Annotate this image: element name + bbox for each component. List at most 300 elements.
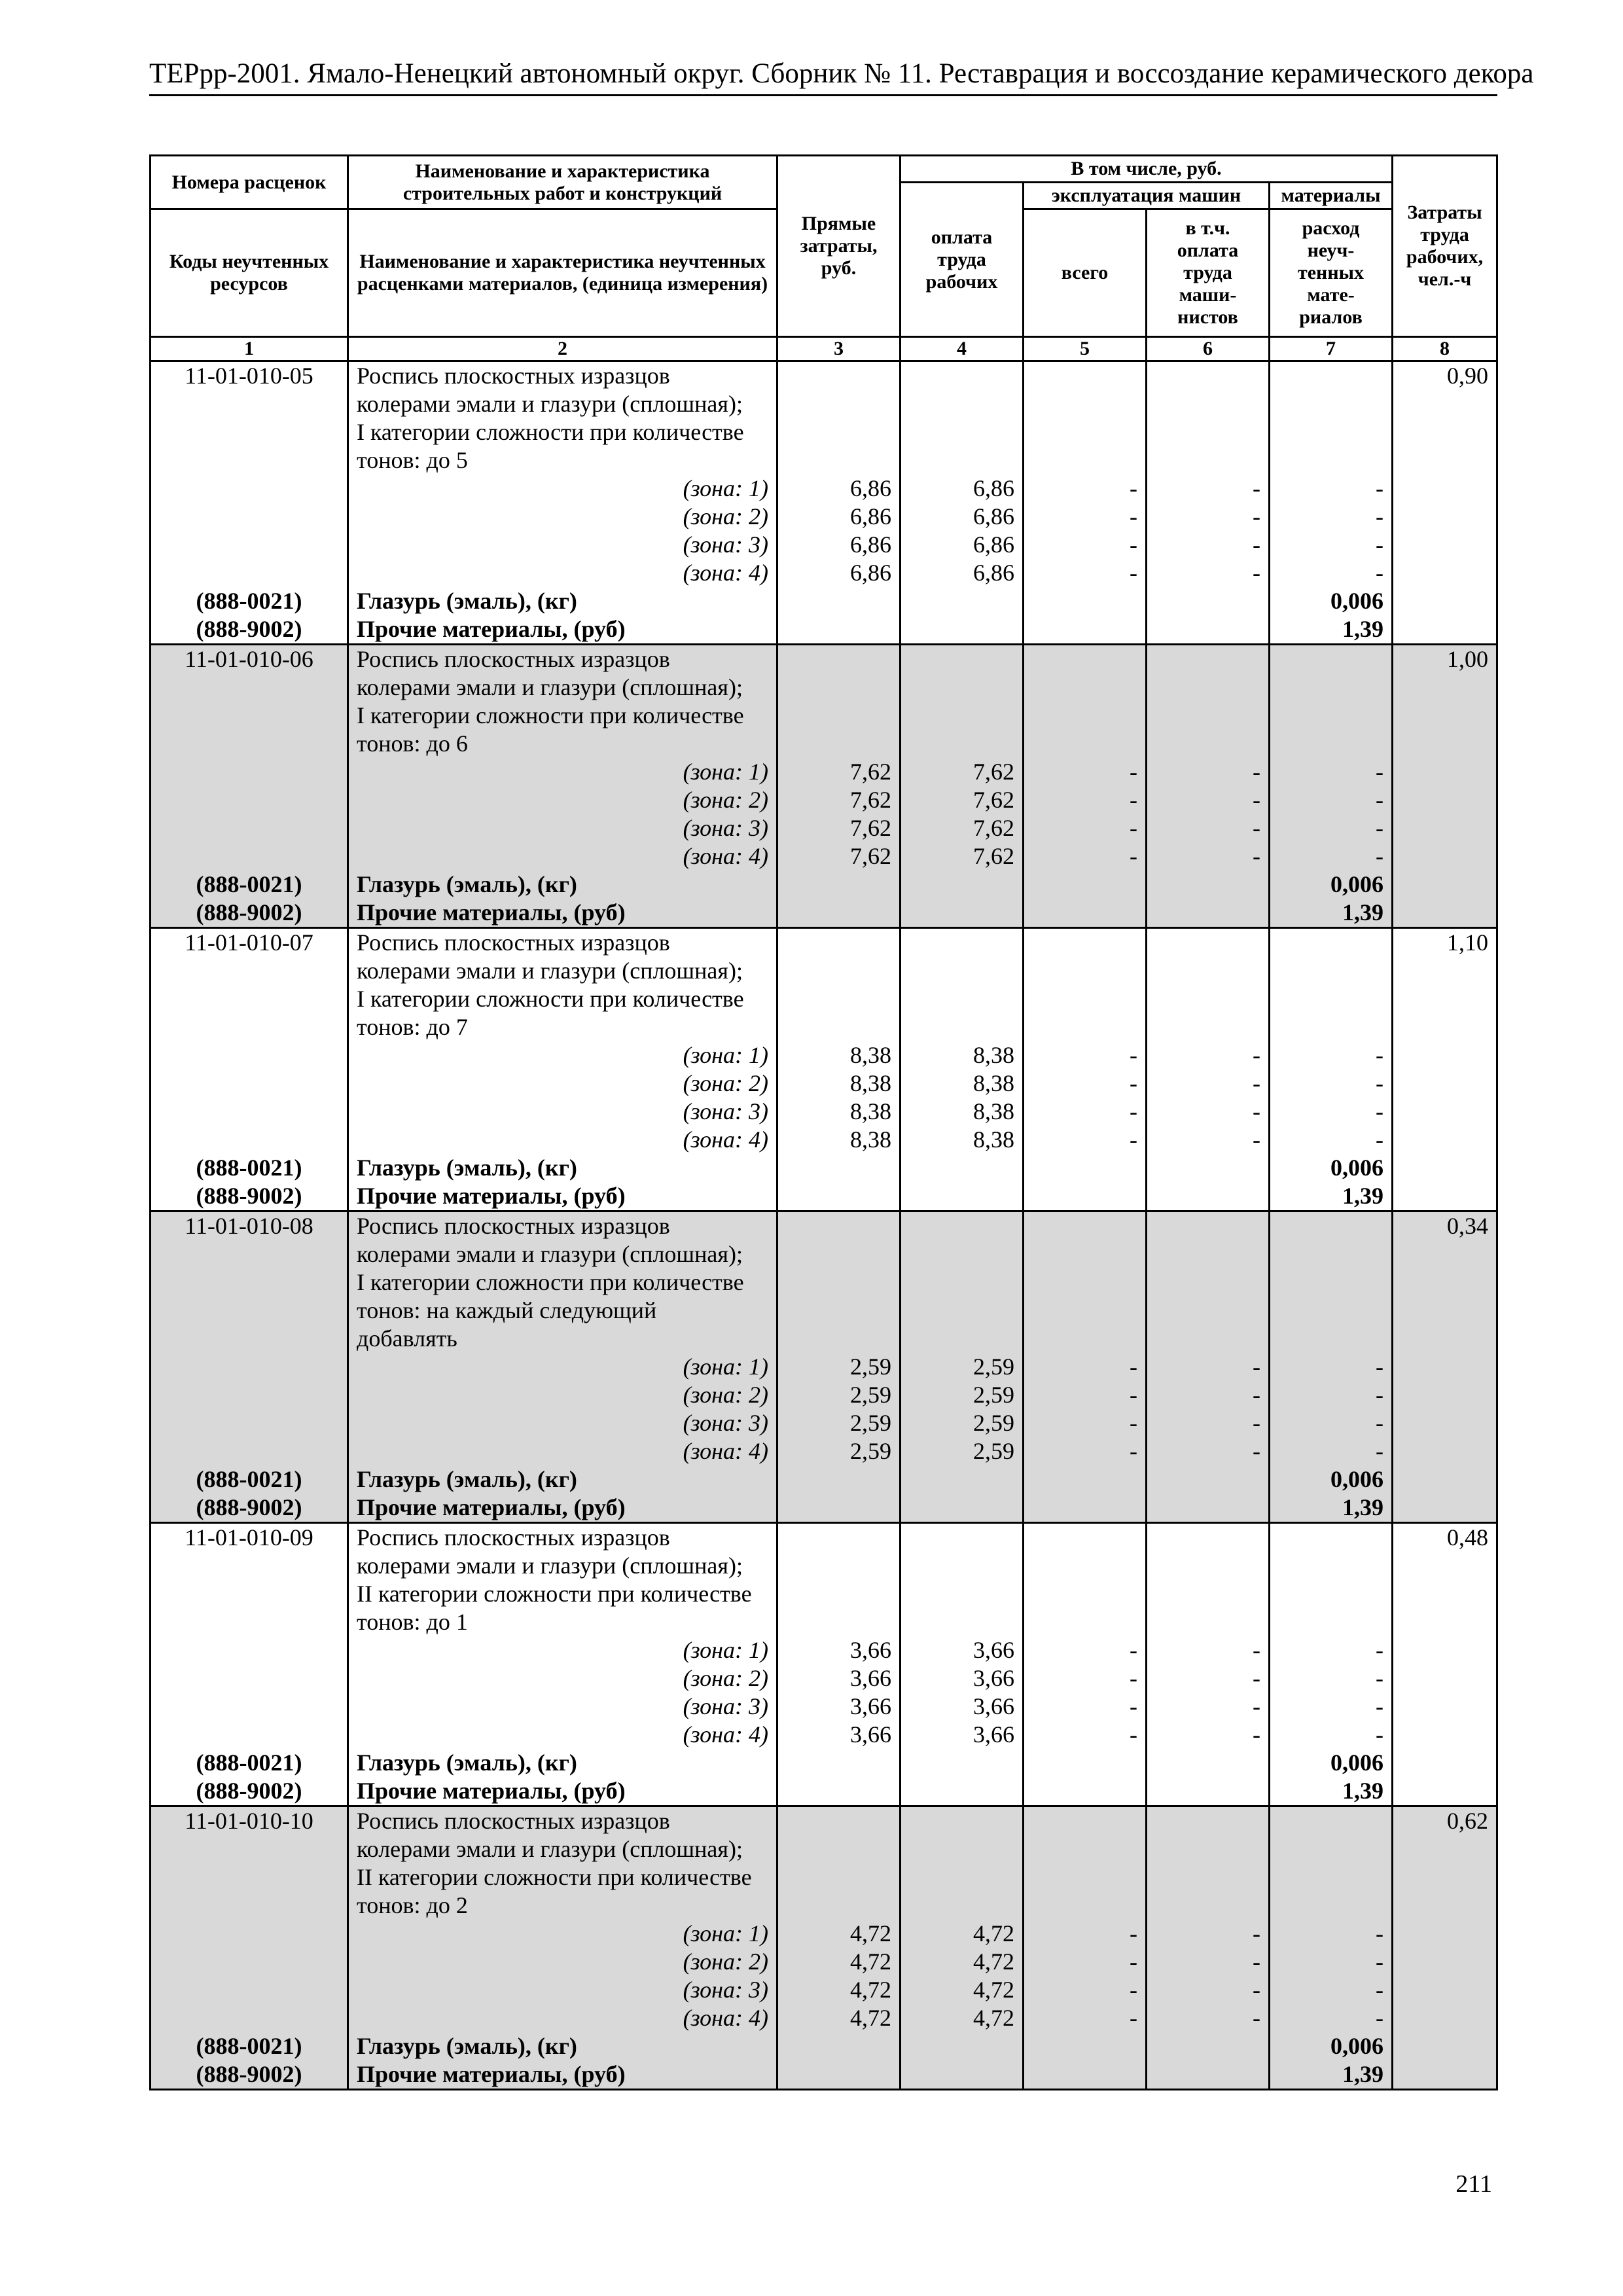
- direct-costs-cell: [777, 361, 901, 645]
- materials-value: -: [1376, 1637, 1384, 1663]
- spacer: [1278, 702, 1383, 730]
- resource-quantity: 1,39: [1342, 1778, 1384, 1804]
- materials-cell: [1270, 928, 1393, 1211]
- spacer: [909, 1807, 1014, 1835]
- spacer: [159, 1297, 339, 1325]
- table-header: [151, 156, 1497, 361]
- spacer: [786, 418, 891, 446]
- materials-value: -: [1376, 815, 1384, 841]
- rate-description-line: тонов: до 5: [357, 447, 468, 473]
- labor-costs-value: 0,90: [1447, 363, 1489, 389]
- spacer: [159, 1041, 339, 1069]
- labor-costs-value: 0,48: [1447, 1524, 1489, 1551]
- resource-quantity: 1,39: [1342, 2061, 1384, 2087]
- labor-pay-value: 2,59: [973, 1382, 1014, 1408]
- spacer: [159, 1863, 339, 1892]
- spacer: [1032, 1524, 1137, 1552]
- machine-total-value: -: [1130, 560, 1137, 586]
- spacer: [786, 390, 891, 418]
- spacer: [1032, 1268, 1137, 1297]
- spacer: [1278, 957, 1383, 985]
- spacer: [786, 1892, 891, 1920]
- spacer: [1155, 1297, 1260, 1325]
- materials-value: -: [1376, 503, 1384, 529]
- spacer: [909, 1892, 1014, 1920]
- rate-code-cell: [151, 1523, 348, 1806]
- spacer: [786, 1835, 891, 1863]
- direct-costs-value: 7,62: [850, 843, 891, 869]
- labor-pay-value: 3,66: [973, 1721, 1014, 1748]
- machine-total-cell: [1024, 1806, 1147, 2090]
- materials-cell: [1270, 645, 1393, 928]
- spacer: [1278, 446, 1383, 475]
- spacer: [1155, 390, 1260, 418]
- zone-label: (зона: 2): [683, 1382, 768, 1408]
- spacer: [1278, 1013, 1383, 1041]
- zone-label: (зона: 1): [683, 1042, 768, 1068]
- spacer: [159, 1240, 339, 1268]
- rate-description-line: колерами эмали и глазури (сплошная);: [357, 958, 743, 984]
- spacer: [1278, 1552, 1383, 1580]
- spacer: [1032, 645, 1137, 673]
- incl-rub-header: В том числе, руб.: [901, 156, 1393, 183]
- spacer: [1278, 418, 1383, 446]
- spacer: [1155, 645, 1260, 673]
- materials-value: -: [1376, 1693, 1384, 1719]
- rate-code: 11-01-010-07: [185, 929, 313, 956]
- resource-quantity: 1,39: [1342, 899, 1384, 925]
- spacer: [159, 1835, 339, 1863]
- direct-costs-value: 3,66: [850, 1665, 891, 1691]
- materials-cell: [1270, 1523, 1393, 1806]
- materials-cell: [1270, 361, 1393, 645]
- rate-description-line: колерами эмали и глазури (сплошная);: [357, 1552, 743, 1579]
- labor-pay-value: 7,62: [973, 815, 1014, 841]
- spacer: [909, 929, 1014, 957]
- resource-name: Прочие материалы, (руб): [357, 1778, 626, 1804]
- rate-description-line: I категории сложности при количестве: [357, 986, 744, 1012]
- materials-value: -: [1376, 1098, 1384, 1124]
- resource-quantity: 0,006: [1330, 2033, 1384, 2059]
- spacer: [1155, 985, 1260, 1013]
- spacer: [786, 362, 891, 390]
- materials-value: -: [1376, 2005, 1384, 2031]
- machine-total-value: -: [1130, 1665, 1137, 1691]
- machine-total-value: -: [1130, 1098, 1137, 1124]
- spacer: [786, 1013, 891, 1041]
- machine-operator-pay-value: -: [1253, 531, 1260, 558]
- spacer: [1032, 1325, 1137, 1353]
- labor-pay-value: 3,66: [973, 1637, 1014, 1663]
- spacer: [909, 1863, 1014, 1892]
- spacer: [1032, 446, 1137, 475]
- spacer: [159, 531, 339, 559]
- spacer: [909, 1240, 1014, 1268]
- spacer: [1278, 645, 1383, 673]
- zone-label: (зона: 4): [683, 560, 768, 586]
- spacer: [159, 1268, 339, 1297]
- spacer: [159, 1892, 339, 1920]
- rate-description-line: колерами эмали и глазури (сплошная);: [357, 1241, 743, 1267]
- materials-value: -: [1376, 531, 1384, 558]
- spacer: [1155, 673, 1260, 702]
- spacer: [1278, 673, 1383, 702]
- spacer: [909, 1268, 1014, 1297]
- machine-operator-pay-value: -: [1253, 1977, 1260, 2003]
- spacer: [786, 1297, 891, 1325]
- spacer: [1278, 1268, 1383, 1297]
- resource-name: Глазурь (эмаль), (кг): [357, 1155, 577, 1181]
- resource-name: Прочие материалы, (руб): [357, 1183, 626, 1209]
- rate-description-line: Роспись плоскостных изразцов: [357, 363, 670, 389]
- spacer: [159, 1098, 339, 1126]
- spacer: [786, 446, 891, 475]
- labor-pay-cell: [901, 645, 1024, 928]
- materials-value: -: [1376, 1438, 1384, 1464]
- resource-quantity: 0,006: [1330, 588, 1384, 614]
- materials-value: -: [1376, 560, 1384, 586]
- spacer: [159, 1976, 339, 2004]
- machine-operator-pay-value: -: [1253, 1948, 1260, 1975]
- zone-label: (зона: 3): [683, 1977, 768, 2003]
- spacer: [159, 702, 339, 730]
- spacer: [1155, 1608, 1260, 1636]
- spacer: [786, 1212, 891, 1240]
- rate-description-cell: [348, 1523, 777, 1806]
- spacer: [1278, 1240, 1383, 1268]
- spacer: [1155, 730, 1260, 758]
- header-rule: [149, 94, 1497, 96]
- labor-costs-cell: [1393, 928, 1497, 1211]
- spacer: [909, 1580, 1014, 1608]
- resource-code: (888-0021): [196, 588, 302, 614]
- spacer: [159, 786, 339, 814]
- machine-total-cell: [1024, 361, 1147, 645]
- resource-code: (888-9002): [196, 2061, 302, 2087]
- machine-operator-pay-value: -: [1253, 1920, 1260, 1946]
- labor-pay-value: 3,66: [973, 1665, 1014, 1691]
- machine-operator-pay-cell: [1147, 1806, 1270, 2090]
- resource-code: (888-9002): [196, 899, 302, 925]
- machine-operator-pay-header: в т.ч. оплата труда маши-нистов: [1147, 209, 1270, 337]
- machine-operator-pay-cell: [1147, 1211, 1270, 1523]
- col-number: 1: [151, 337, 348, 361]
- spacer: [159, 1664, 339, 1693]
- machine-total-value: -: [1130, 1042, 1137, 1068]
- rate-code-cell: [151, 645, 348, 928]
- machine-total-value: -: [1130, 1382, 1137, 1408]
- resource-name: Глазурь (эмаль), (кг): [357, 588, 577, 614]
- resource-quantity: 1,39: [1342, 1494, 1384, 1520]
- rate-description-line: Роспись плоскостных изразцов: [357, 929, 670, 956]
- machine-total-value: -: [1130, 503, 1137, 529]
- rate-description-cell: [348, 645, 777, 928]
- spacer: [1155, 1835, 1260, 1863]
- spacer: [1032, 1240, 1137, 1268]
- resource-name: Глазурь (эмаль), (кг): [357, 1466, 577, 1492]
- machine-operator-pay-value: -: [1253, 759, 1260, 785]
- zone-label: (зона: 2): [683, 1948, 768, 1975]
- spacer: [909, 362, 1014, 390]
- direct-costs-value: 8,38: [850, 1126, 891, 1153]
- spacer: [786, 1240, 891, 1268]
- spacer: [786, 673, 891, 702]
- materials-value: -: [1376, 1977, 1384, 2003]
- rate-description-line: II категории сложности при количестве: [357, 1864, 752, 1890]
- spacer: [1278, 1325, 1383, 1353]
- labor-pay-value: 4,72: [973, 1948, 1014, 1975]
- zone-label: (зона: 1): [683, 1354, 768, 1380]
- resource-name: Глазурь (эмаль), (кг): [357, 1749, 577, 1776]
- rate-description-line: колерами эмали и глазури (сплошная);: [357, 674, 743, 700]
- spacer: [786, 1552, 891, 1580]
- machine-operator-pay-value: -: [1253, 815, 1260, 841]
- running-header-title: ТЕРрр-2001. Ямало-Ненецкий автономный округ. Сборник № 11. Реставрация и воссоздание керамического декора: [149, 58, 1534, 89]
- spacer: [1032, 1297, 1137, 1325]
- spacer: [159, 1126, 339, 1154]
- materials-value: -: [1376, 1070, 1384, 1096]
- resource-code: (888-0021): [196, 2033, 302, 2059]
- machine-operation-header: эксплуатация машин: [1024, 183, 1270, 209]
- spacer: [909, 957, 1014, 985]
- spacer: [786, 730, 891, 758]
- spacer: [159, 1580, 339, 1608]
- spacer: [909, 1835, 1014, 1863]
- spacer: [159, 475, 339, 503]
- machine-operator-pay-value: -: [1253, 2005, 1260, 2031]
- resource-code: (888-0021): [196, 1155, 302, 1181]
- spacer: [159, 1437, 339, 1465]
- machine-total-cell: [1024, 928, 1147, 1211]
- resource-name: Глазурь (эмаль), (кг): [357, 2033, 577, 2059]
- labor-pay-cell: [901, 1806, 1024, 2090]
- spacer: [786, 1807, 891, 1835]
- materials-value: -: [1376, 1042, 1384, 1068]
- machine-total-value: -: [1130, 759, 1137, 785]
- direct-costs-value: 6,86: [850, 503, 891, 529]
- rate-code-cell: [151, 1211, 348, 1523]
- spacer: [1032, 1212, 1137, 1240]
- spacer: [1155, 929, 1260, 957]
- labor-pay-value: 7,62: [973, 787, 1014, 813]
- rate-code: 11-01-010-06: [185, 646, 313, 672]
- spacer: [909, 1325, 1014, 1353]
- spacer: [1278, 1212, 1383, 1240]
- machine-total-value: -: [1130, 1977, 1137, 2003]
- machine-operator-pay-value: -: [1253, 475, 1260, 501]
- direct-costs-value: 7,62: [850, 787, 891, 813]
- labor-pay-value: 6,86: [973, 560, 1014, 586]
- labor-pay-value: 6,86: [973, 531, 1014, 558]
- spacer: [1278, 1892, 1383, 1920]
- spacer: [1032, 1807, 1137, 1835]
- direct-costs-value: 2,59: [850, 1438, 891, 1464]
- zone-label: (зона: 1): [683, 475, 768, 501]
- rate-code: 11-01-010-05: [185, 363, 313, 389]
- materials-value: -: [1376, 475, 1384, 501]
- direct-costs-value: 7,62: [850, 759, 891, 785]
- machine-operator-pay-value: -: [1253, 1665, 1260, 1691]
- zone-label: (зона: 4): [683, 843, 768, 869]
- rate-code-cell: [151, 361, 348, 645]
- labor-pay-value: 8,38: [973, 1098, 1014, 1124]
- rates-table: [149, 154, 1498, 2090]
- direct-costs-value: 7,62: [850, 815, 891, 841]
- spacer: [1032, 929, 1137, 957]
- spacer: [1278, 1297, 1383, 1325]
- labor-pay-value: 7,62: [973, 843, 1014, 869]
- spacer: [1032, 362, 1137, 390]
- rate-description-line: I категории сложности при количестве: [357, 702, 744, 728]
- spacer: [1278, 1580, 1383, 1608]
- spacer: [1032, 1835, 1137, 1863]
- machine-operator-pay-value: -: [1253, 1070, 1260, 1096]
- spacer: [1032, 1552, 1137, 1580]
- direct-costs-cell: [777, 1806, 901, 2090]
- rate-block: [151, 361, 1497, 645]
- spacer: [1278, 1863, 1383, 1892]
- machine-operator-pay-value: -: [1253, 787, 1260, 813]
- labor-costs-value: 1,00: [1447, 646, 1489, 672]
- rate-description-line: колерами эмали и глазури (сплошная);: [357, 391, 743, 417]
- page-number: 211: [1455, 2170, 1492, 2198]
- labor-pay-value: 8,38: [973, 1042, 1014, 1068]
- machine-total-value: -: [1130, 2005, 1137, 2031]
- materials-value: -: [1376, 787, 1384, 813]
- machine-total-value: -: [1130, 1637, 1137, 1663]
- materials-value: -: [1376, 1920, 1384, 1946]
- spacer: [1155, 446, 1260, 475]
- rate-code: 11-01-010-09: [185, 1524, 313, 1551]
- zone-label: (зона: 2): [683, 1665, 768, 1691]
- labor-pay-value: 2,59: [973, 1354, 1014, 1380]
- spacer: [909, 1013, 1014, 1041]
- spacer: [1155, 1268, 1260, 1297]
- spacer: [1155, 1892, 1260, 1920]
- col-resource-codes-header: Коды неучтенных ресурсов: [151, 209, 348, 337]
- machine-operator-pay-value: -: [1253, 1382, 1260, 1408]
- labor-pay-value: 4,72: [973, 2005, 1014, 2031]
- spacer: [159, 1552, 339, 1580]
- zone-label: (зона: 2): [683, 787, 768, 813]
- materials-value: -: [1376, 1948, 1384, 1975]
- spacer: [1155, 1325, 1260, 1353]
- spacer: [159, 559, 339, 587]
- zone-label: (зона: 3): [683, 1693, 768, 1719]
- spacer: [1032, 957, 1137, 985]
- rate-description-line: тонов: до 7: [357, 1014, 468, 1040]
- spacer: [1278, 1835, 1383, 1863]
- machine-operator-pay-cell: [1147, 1523, 1270, 1806]
- rate-description-line: I категории сложности при количестве: [357, 419, 744, 445]
- spacer: [1278, 985, 1383, 1013]
- spacer: [1278, 1524, 1383, 1552]
- materials-cell: [1270, 1211, 1393, 1523]
- spacer: [159, 1948, 339, 1976]
- labor-pay-cell: [901, 1523, 1024, 1806]
- zone-label: (зона: 4): [683, 1126, 768, 1153]
- col-direct-costs-header: Прямые затраты, руб.: [777, 156, 901, 337]
- rate-description-line: Роспись плоскостных изразцов: [357, 1213, 670, 1239]
- machine-total-value: -: [1130, 1410, 1137, 1436]
- spacer: [159, 842, 339, 870]
- col-number: 3: [777, 337, 901, 361]
- spacer: [786, 957, 891, 985]
- resource-quantity: 1,39: [1342, 616, 1384, 642]
- materials-value: -: [1376, 1382, 1384, 1408]
- machine-total-value: -: [1130, 1438, 1137, 1464]
- spacer: [159, 1069, 339, 1098]
- zone-label: (зона: 1): [683, 759, 768, 785]
- spacer: [159, 730, 339, 758]
- machine-total-value: -: [1130, 531, 1137, 558]
- spacer: [1278, 1608, 1383, 1636]
- spacer: [1155, 418, 1260, 446]
- labor-pay-cell: [901, 928, 1024, 1211]
- direct-costs-value: 3,66: [850, 1637, 891, 1663]
- labor-pay-cell: [901, 1211, 1024, 1523]
- spacer: [1155, 362, 1260, 390]
- resource-quantity: 0,006: [1330, 1749, 1384, 1776]
- col-materials-name-header: Наименование и характеристика неучтенных расценками материалов, (единица измерения): [348, 209, 777, 337]
- resource-name: Глазурь (эмаль), (кг): [357, 871, 577, 897]
- col-number: 4: [901, 337, 1024, 361]
- direct-costs-value: 4,72: [850, 1948, 891, 1975]
- rate-description-line: добавлять: [357, 1325, 457, 1352]
- spacer: [786, 1524, 891, 1552]
- spacer: [786, 702, 891, 730]
- labor-costs-cell: [1393, 1211, 1497, 1523]
- zone-label: (зона: 3): [683, 531, 768, 558]
- resource-name: Прочие материалы, (руб): [357, 1494, 626, 1520]
- rate-description-line: I категории сложности при количестве: [357, 1269, 744, 1295]
- spacer: [159, 1608, 339, 1636]
- machine-operator-pay-cell: [1147, 645, 1270, 928]
- spacer: [159, 1013, 339, 1041]
- materials-value: -: [1376, 1721, 1384, 1748]
- spacer: [159, 957, 339, 985]
- labor-pay-header: оплата труда рабочих: [901, 183, 1024, 337]
- direct-costs-value: 6,86: [850, 475, 891, 501]
- col-number: 5: [1024, 337, 1147, 361]
- direct-costs-value: 6,86: [850, 531, 891, 558]
- spacer: [1278, 1807, 1383, 1835]
- spacer: [786, 1580, 891, 1608]
- labor-costs-cell: [1393, 645, 1497, 928]
- direct-costs-value: 4,72: [850, 1920, 891, 1946]
- spacer: [786, 985, 891, 1013]
- spacer: [786, 1268, 891, 1297]
- spacer: [909, 730, 1014, 758]
- spacer: [1155, 1552, 1260, 1580]
- materials-unaccounted-header: расход неуч-тенных мате-риалов: [1270, 209, 1393, 337]
- col-number: 2: [348, 337, 777, 361]
- spacer: [1032, 702, 1137, 730]
- zone-label: (зона: 1): [683, 1637, 768, 1663]
- spacer: [1155, 957, 1260, 985]
- spacer: [159, 1721, 339, 1749]
- rate-code: 11-01-010-10: [185, 1808, 313, 1834]
- rate-description-cell: [348, 361, 777, 645]
- spacer: [786, 1863, 891, 1892]
- resource-quantity: 0,006: [1330, 1466, 1384, 1492]
- labor-costs-value: 0,34: [1447, 1213, 1489, 1239]
- materials-header: материалы: [1270, 183, 1393, 209]
- spacer: [909, 1552, 1014, 1580]
- spacer: [1155, 1863, 1260, 1892]
- spacer: [159, 673, 339, 702]
- zone-label: (зона: 1): [683, 1920, 768, 1946]
